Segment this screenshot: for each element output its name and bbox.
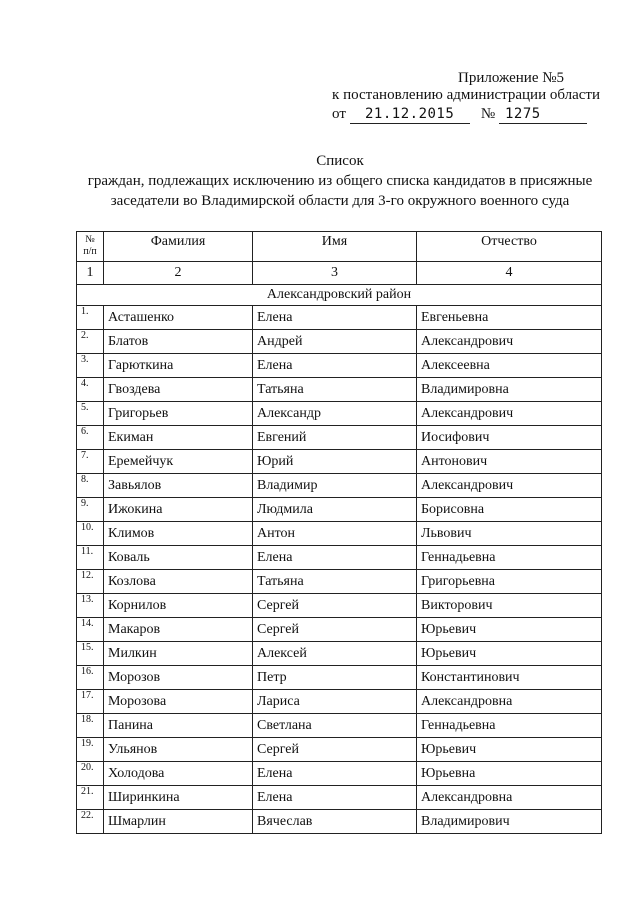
- row-name: Сергей: [253, 618, 417, 642]
- row-name: Елена: [253, 354, 417, 378]
- row-name: Татьяна: [253, 378, 417, 402]
- document-title: [60, 151, 620, 211]
- row-surname: Милкин: [104, 642, 253, 666]
- row-patronymic: Александрович: [417, 402, 602, 426]
- column-index-cell: 3: [253, 262, 417, 285]
- row-patronymic: Геннадьевна: [417, 714, 602, 738]
- header-surname: Фамилия: [104, 232, 253, 262]
- header-name: Имя: [253, 232, 417, 262]
- header-number: № п/п: [77, 232, 104, 262]
- row-patronymic: Юрьевич: [417, 738, 602, 762]
- row-surname: Григорьев: [104, 402, 253, 426]
- row-number: 7.: [77, 450, 104, 474]
- row-surname: Климов: [104, 522, 253, 546]
- appendix-header: [332, 70, 600, 124]
- column-index-cell: 1: [77, 262, 104, 285]
- table-row: [77, 666, 602, 690]
- row-patronymic: Иосифович: [417, 426, 602, 450]
- table-row: [77, 378, 602, 402]
- row-number: 15.: [77, 642, 104, 666]
- table-row: [77, 306, 602, 330]
- appendix-label: Приложение №5: [457, 70, 565, 86]
- row-surname: Асташенко: [104, 306, 253, 330]
- row-patronymic: Владимировна: [417, 378, 602, 402]
- row-patronymic: Константинович: [417, 666, 602, 690]
- column-index-cell: 2: [104, 262, 253, 285]
- row-number: 20.: [77, 762, 104, 786]
- row-number: 10.: [77, 522, 104, 546]
- row-patronymic: Львович: [417, 522, 602, 546]
- row-number: 5.: [77, 402, 104, 426]
- row-number: 2.: [77, 330, 104, 354]
- row-surname: Еремейчук: [104, 450, 253, 474]
- table-row: [77, 810, 602, 834]
- row-name: Елена: [253, 546, 417, 570]
- row-name: Светлана: [253, 714, 417, 738]
- row-patronymic: Юрьевна: [417, 762, 602, 786]
- row-surname: Козлова: [104, 570, 253, 594]
- table-row: [77, 402, 602, 426]
- row-patronymic: Викторович: [417, 594, 602, 618]
- row-patronymic: Антонович: [417, 450, 602, 474]
- row-name: Елена: [253, 762, 417, 786]
- row-name: Евгений: [253, 426, 417, 450]
- citizens-table: [76, 231, 602, 834]
- row-name: Петр: [253, 666, 417, 690]
- row-surname: Коваль: [104, 546, 253, 570]
- row-surname: Холодова: [104, 762, 253, 786]
- row-surname: Корнилов: [104, 594, 253, 618]
- row-number: 21.: [77, 786, 104, 810]
- row-number: 9.: [77, 498, 104, 522]
- column-index-row: [77, 262, 602, 285]
- table-row: [77, 354, 602, 378]
- row-number: 4.: [77, 378, 104, 402]
- row-number: 22.: [77, 810, 104, 834]
- row-number: 8.: [77, 474, 104, 498]
- row-surname: Блатов: [104, 330, 253, 354]
- row-surname: Гарюткина: [104, 354, 253, 378]
- title-line-2: граждан, подлежащих исключению из общего списка кандидатов в присяжные: [87, 173, 593, 189]
- table-row: [77, 330, 602, 354]
- row-patronymic: Александровна: [417, 786, 602, 810]
- number-label: №: [480, 106, 496, 122]
- row-name: Лариса: [253, 690, 417, 714]
- row-number: 19.: [77, 738, 104, 762]
- row-patronymic: Евгеньевна: [417, 306, 602, 330]
- row-number: 13.: [77, 594, 104, 618]
- table-row: [77, 762, 602, 786]
- row-surname: Ульянов: [104, 738, 253, 762]
- row-name: Антон: [253, 522, 417, 546]
- decree-number: 1275: [499, 106, 587, 124]
- row-surname: Гвоздева: [104, 378, 253, 402]
- row-name: Елена: [253, 786, 417, 810]
- row-name: Владимир: [253, 474, 417, 498]
- district-name: Александровский район: [77, 285, 602, 306]
- row-surname: Шмарлин: [104, 810, 253, 834]
- table-row: [77, 426, 602, 450]
- decree-date: 21.12.2015: [350, 106, 470, 124]
- row-surname: Морозов: [104, 666, 253, 690]
- title-line-3: заседатели во Владимирской области для 3-го окружного военного суда: [110, 193, 570, 209]
- row-surname: Екиман: [104, 426, 253, 450]
- table-row: [77, 642, 602, 666]
- row-number: 18.: [77, 714, 104, 738]
- table-row: [77, 498, 602, 522]
- decree-date-number: [332, 106, 600, 124]
- row-patronymic: Александровна: [417, 690, 602, 714]
- table-header-row: [77, 232, 602, 262]
- row-number: 11.: [77, 546, 104, 570]
- row-number: 6.: [77, 426, 104, 450]
- row-patronymic: Борисовна: [417, 498, 602, 522]
- table-row: [77, 594, 602, 618]
- column-index-cell: 4: [417, 262, 602, 285]
- row-surname: Панина: [104, 714, 253, 738]
- row-patronymic: Владимирович: [417, 810, 602, 834]
- row-patronymic: Юрьевич: [417, 642, 602, 666]
- row-name: Елена: [253, 306, 417, 330]
- title-line-1: Список: [316, 153, 364, 169]
- header-patronymic: Отчество: [417, 232, 602, 262]
- table-row: [77, 570, 602, 594]
- from-label: от: [332, 106, 346, 122]
- table-row: [77, 618, 602, 642]
- row-number: 14.: [77, 618, 104, 642]
- decree-label: к постановлению администрации области: [332, 87, 600, 103]
- row-surname: Ширинкина: [104, 786, 253, 810]
- table-row: [77, 690, 602, 714]
- table-row: [77, 474, 602, 498]
- row-name: Вячеслав: [253, 810, 417, 834]
- row-surname: Завьялов: [104, 474, 253, 498]
- row-surname: Макаров: [104, 618, 253, 642]
- district-row: [77, 285, 602, 306]
- row-name: Людмила: [253, 498, 417, 522]
- table-row: [77, 546, 602, 570]
- row-patronymic: Геннадьевна: [417, 546, 602, 570]
- row-surname: Ижокина: [104, 498, 253, 522]
- row-number: 3.: [77, 354, 104, 378]
- row-patronymic: Григорьевна: [417, 570, 602, 594]
- row-number: 12.: [77, 570, 104, 594]
- table-row: [77, 450, 602, 474]
- row-name: Александр: [253, 402, 417, 426]
- row-patronymic: Александрович: [417, 474, 602, 498]
- row-patronymic: Александрович: [417, 330, 602, 354]
- row-name: Андрей: [253, 330, 417, 354]
- row-name: Алексей: [253, 642, 417, 666]
- row-name: Сергей: [253, 594, 417, 618]
- row-number: 17.: [77, 690, 104, 714]
- row-patronymic: Юрьевич: [417, 618, 602, 642]
- row-name: Юрий: [253, 450, 417, 474]
- row-patronymic: Алексеевна: [417, 354, 602, 378]
- table-row: [77, 714, 602, 738]
- row-name: Сергей: [253, 738, 417, 762]
- table-row: [77, 738, 602, 762]
- row-surname: Морозова: [104, 690, 253, 714]
- row-number: 16.: [77, 666, 104, 690]
- row-name: Татьяна: [253, 570, 417, 594]
- table-row: [77, 786, 602, 810]
- row-number: 1.: [77, 306, 104, 330]
- table-row: [77, 522, 602, 546]
